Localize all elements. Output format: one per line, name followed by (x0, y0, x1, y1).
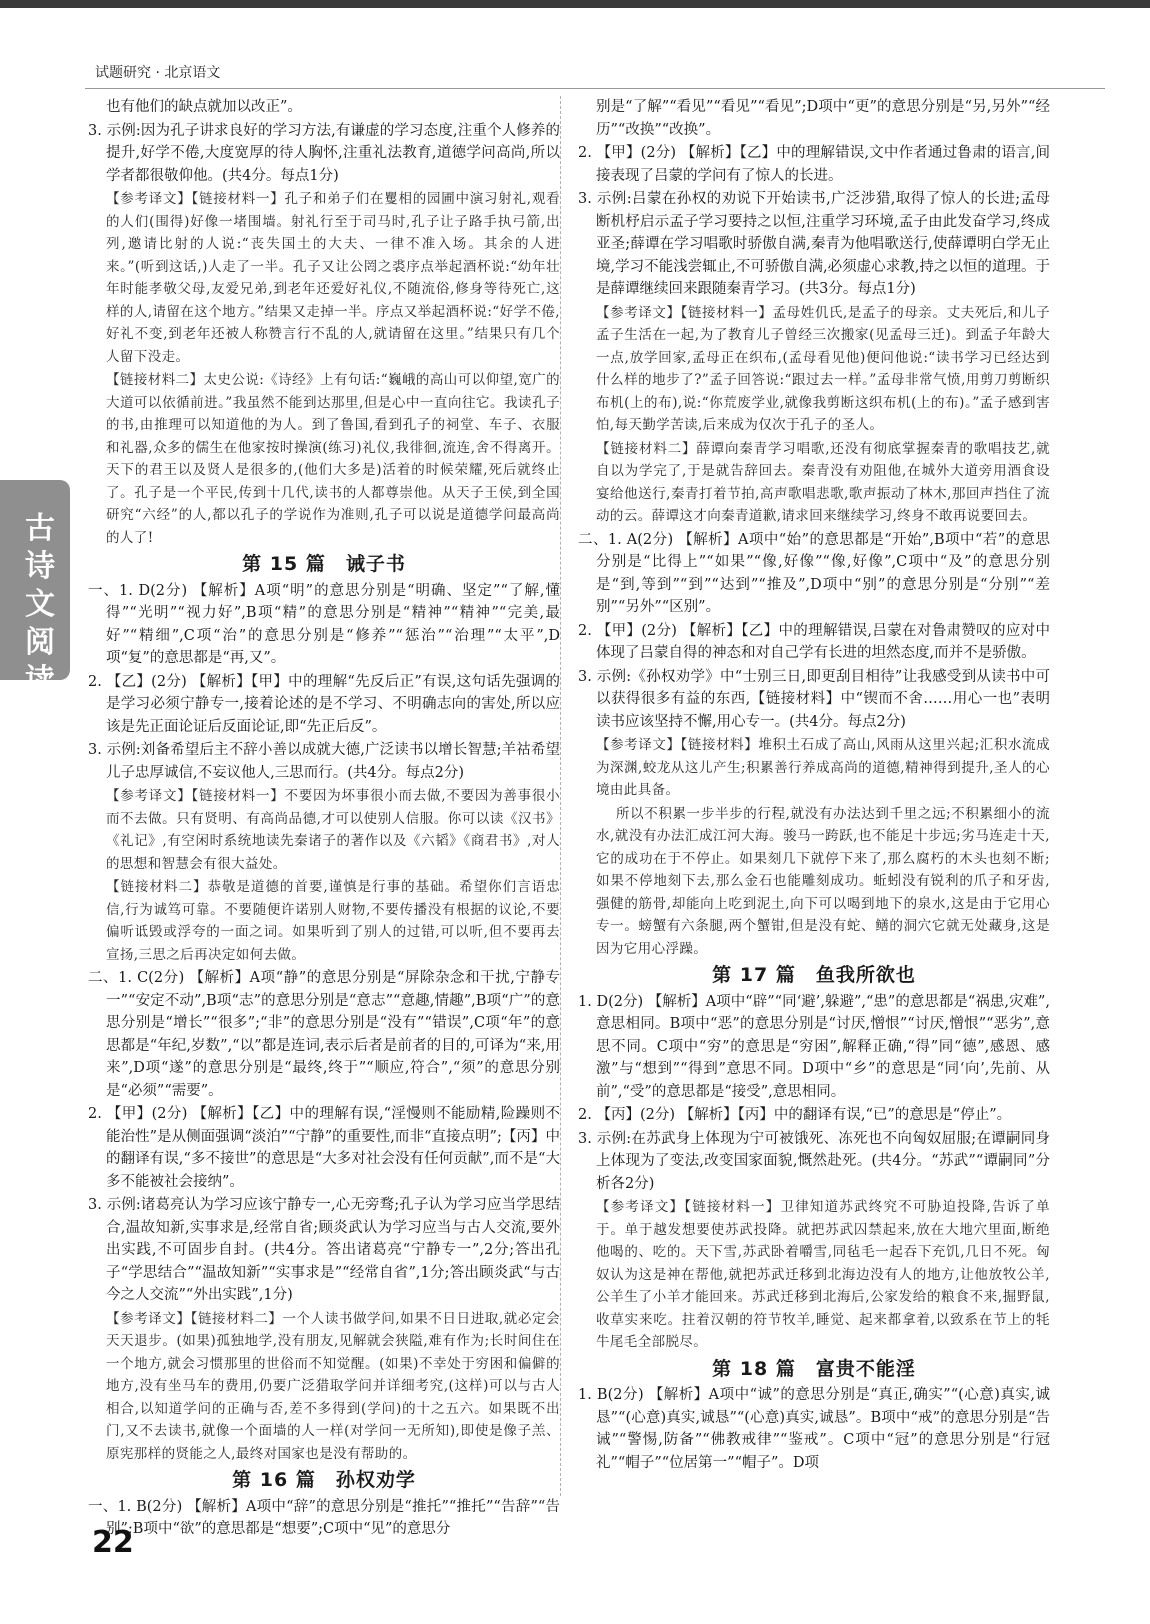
paragraph: 一、1. D(2分) 【解析】A项“明”的意思分别是“明确、坚定”“了解,懂得”“光明”“视力好”,B项“精”的意思分别是“精神”“精神”“完美,最好”“精细”,C项“治”的意思分别是“修养”“惩治”“治理”“太平”,D项“复”的意思都是“再,又”。 (88, 582, 560, 666)
paragraph: 3. 示例:在苏武身上体现为宁可被饿死、冻死也不向匈奴屈服;在谭嗣同身上体现为了变法,改变国家面貌,慨然赴死。(共4分。“苏武”“谭嗣同”分析各2分) (578, 1130, 1050, 1192)
header-rule (85, 88, 1105, 89)
section-title: 第 17 篇 鱼我所欲也 (712, 964, 916, 986)
section-title: 第 18 篇 富贵不能淫 (712, 1357, 916, 1380)
page-number: 22 (92, 1525, 134, 1560)
paragraph: 2. 【甲】(2分) 【解析】【乙】中的理解有误,“淫慢则不能励精,险躁则不能治性”是从侧面强调“淡泊”“宁静”的重要性,而非“直接点明”;【丙】中的翻译有误,“多不接世”的意思是“大多对社会没有任何贡献”,而不是“大多不能被社会接纳”。 (88, 1106, 560, 1190)
paragraph: 2. 【乙】(2分) 【解析】【甲】中的理解“先反后正”有误,这句话先强调的是学习必须宁静专一,接着论述的是不学习、不明确志向的害处,所以应该是先正面论证后反面论证,即“先正后反”。 (88, 673, 560, 735)
paragraph: 二、1. C(2分) 【解析】A项“静”的意思分别是“屏除杂念和干扰,宁静专一”“安定不动”,B项“志”的意思分别是“意志”“意趣,情趣”,B项“广”的意思分别是“增长”“很多”;“非”的意思分别是“没有”“错误”,C项“年”的意思都是“年纪,岁数”,“以”都是连词,表示后者是前者的目的,可译为“来,用来”,D项“遂”的意思分别是“最终,终于”“顺应,符合”,“须”的意思分别是“必须”“需要”。 (88, 970, 560, 1099)
paragraph: 二、1. A(2分) 【解析】A项中“始”的意思都是“开始”,B项中“若”的意思分别是“比得上”“如果”“像,好像”“像,好像”,C项中“及”的意思分别是“到,等到”“到”“达到”“推及”,D项中“别”的意思分别是“分别”“差别”“另外”“区别”。 (578, 531, 1050, 615)
paragraph: 【参考译文】【链接材料一】孟母姓仉氏,是孟子的母亲。丈夫死后,和儿子孟子生活在一起,为了教育儿子曾经三次搬家(见孟母三迁)。到孟子年龄大一点,放学回家,孟母正在织布,(孟母看见他)便问他说:“读书学习已经达到什么样的地步了?”孟子回答说:“跟过去一样。”孟母非常气愤,用剪刀剪断织布机(上的布),说:“你荒废学业,就像我剪断这织布机(上的布)。”孟子感到害怕,每天勤学苦读,后来成为仅次于孔子的圣人。 (596, 304, 1050, 433)
paragraph: 2. 【甲】(2分) 【解析】【乙】中的理解错误,文中作者通过鲁肃的语言,间接表现了吕蒙的学问有了惊人的长进。 (578, 145, 1050, 184)
paragraph: 【参考译文】【链接材料二】一个人读书做学问,如果不日日进取,就必定会天天退步。(如果)孤独地学,没有朋友,见解就会狭隘,难有作为;长时间住在一个地方,就会习惯那里的世俗而不知觉醒。(如果)不幸处于穷困和偏僻的地方,没有坐马车的费用,仍要广泛猎取学问并详细考究,(这样)可以与古人相合,以知道学问的正确与否,差不多得到(学问)的十之五六。如果既不出门,又不去读书,就像一个面墙的人一样(对学问一无所知),即使是像子羔、原宪那样的贤能之人,最终对国家也是没有帮助的。 (106, 1310, 560, 1462)
section-title: 第 16 篇 孙权劝学 (232, 1469, 416, 1491)
column-divider (560, 96, 561, 1496)
paragraph: 1. D(2分) 【解析】A项中“辟”“同‘避’,躲避”,“患”的意思都是“祸患,灾难”,意思相同。B项中“恶”的意思分别是“讨厌,憎恨”“讨厌,憎恨”“恶劣”,意思不同。C项中“穷”的意思是“穷困”,解释正确,“得”同“德”,感恩、感激”与“想到”“得到”意思不同。D项中“乡”的意思是“同‘向’,先前、从前”,“受”的意思都是“接受”,意思相同。 (578, 993, 1050, 1100)
paragraph: 3. 示例:刘备希望后主不辞小善以成就大德,广泛读书以增长智慧;羊祜希望儿子忠厚诚信,不妄议他人,三思而行。(共4分。每点2分) (88, 742, 560, 781)
paragraph: 3. 示例:因为孔子讲求良好的学习方法,有谦虚的学习态度,注重个人修养的提升,好学不倦,大度宽厚的待人胸怀,注重礼法教育,道德学问高尚,所以学者都很敬仰他。(共4分。每点1分) (88, 122, 560, 184)
paragraph: 【链接材料二】恭敬是道德的首要,谨慎是行事的基础。希望你们言语忠信,行为诚笃可靠。不要随便许诺别人财物,不要传播没有根据的议论,不要偏听诋毁或浮夸的一面之词。如果听到了别人的过错,可以听,但不要再去宣扬,三思之后再决定如何去做。 (106, 879, 560, 963)
paragraph: 【参考译文】【链接材料一】不要因为坏事很小而去做,不要因为善事很小而不去做。只有贤明、有高尚品德,才可以使别人信服。你可以读《汉书》《礼记》,有空闲时系统地读先秦诸子的著作以及《六韬》《商君书》,对人的思想和智慧会有很大益处。 (106, 788, 560, 872)
paragraph: 1. B(2分) 【解析】A项中“诚”的意思分别是“真正,确实”“(心意)真实,诚恳”“(心意)真实,诚恳”“(心意)真实,诚恳”。B项中“戒”的意思分别是“告诫”“警惕,防备”“佛教戒律”“鉴戒”。C项中“冠”的意思分别是“行冠礼”“帽子”“位居第一”“帽子”。D项 (578, 1387, 1050, 1471)
paragraph: 【参考译文】【链接材料一】孔子和弟子们在矍相的园圃中演习射礼,观看的人们(围得)好像一堵围墙。射礼行至于司马时,孔子让子路手执弓箭,出列,邀请比射的人说:“丧失国土的大夫、一律不准入场。其余的人进来。”(听到这话,)人走了一半。孔子又让公罔之裘序点举起酒杯说:“幼年壮年时能孝敬父母,友爱兄弟,到老年还爱好礼仪,不随流俗,修身等待死亡,这样的人,请留在这个地方。”结果又走掉一半。序点又举起酒杯说:“好学不倦,好礼不变,到老年还被人称赞言行不乱的人,就请留在这里。”结果只有几个人留下没走。 (106, 191, 560, 365)
paragraph: 【参考译文】【链接材料】堆积土石成了高山,风雨从这里兴起;汇积水流成为深渊,蛟龙从这儿产生;积累善行养成高尚的道德,精神得到提升,圣人的心境由此具备。 (596, 737, 1050, 798)
page-header: 试题研究 · 北京语文 (95, 65, 221, 81)
paragraph: 一、1. B(2分) 【解析】A项中“辞”的意思分别是“推托”“推托”“告辞”“告别”;B项中“欲”的意思都是“想要”;C项中“见”的意思分 (88, 1498, 560, 1537)
paragraph: 2. 【丙】(2分) 【解析】【丙】中的翻译有误,“已”的意思是“停止”。 (578, 1107, 1012, 1123)
top-bar (0, 0, 1150, 8)
paragraph: 3. 示例:诸葛亮认为学习应该宁静专一,心无旁骛;孔子认为学习应当学思结合,温故知新,实事求是,经常自省;顾炎武认为学习应当与古人交流,要外出实践,不可固步自封。(共4分。答出诸葛亮“宁静专一”,2分;答出孔子“学思结合”“温故知新”“实事求是”“经常自省”,1分;答出顾炎武“与古今之人交流”“外出实践”,1分) (88, 1197, 560, 1303)
paragraph: 3. 示例:《孙权劝学》中“士别三日,即更刮目相待”让我感受到从读书中可以获得很多有益的东西,【链接材料】中“锲而不舍……用心一也”表明读书应该坚持不懈,用心专一。(共4分。每点2分) (578, 668, 1050, 730)
paragraph: 也有他们的缺点就加以改正”。 (106, 99, 302, 115)
left-column (88, 96, 560, 1542)
paragraph: 3. 示例:吕蒙在孙权的劝说下开始读书,广泛涉猎,取得了惊人的长进;孟母断机杼启示孟子学习要持之以恒,注重学习环境,孟子由此发奋学习,终成亚圣;薛谭在学习唱歌时骄傲自满,秦青为他唱歌送行,使薛谭明白学无止境,学习不能浅尝辄止,不可骄傲自满,必须虚心求教,持之以恒的道理。于是薛谭继续回来跟随秦青学习。(共3分。每点1分) (578, 191, 1050, 297)
paragraph: 【链接材料二】薛谭向秦青学习唱歌,还没有彻底掌握秦青的歌唱技艺,就自以为学完了,于是就告辞回去。秦青没有劝阻他,在城外大道旁用酒食设宴给他送行,秦青打着节拍,高声歌唱悲歌,歌声振动了林木,那回声挡住了流动的云。薛谭这才向秦青道歉,请求回来继续学习,终身不敢再说要回去。 (596, 440, 1050, 524)
paragraph: 别是“了解”“看见”“看见”“看见”;D项中“更”的意思分别是“另,另外”“经历”“改换”“改换”。 (596, 99, 1050, 138)
right-column (578, 96, 1050, 1475)
paragraph: 【参考译文】【链接材料一】卫律知道苏武终究不可胁迫投降,告诉了单于。单于越发想要使苏武投降。就把苏武囚禁起来,放在大地穴里面,断绝他喝的、吃的。天下雪,苏武卧着嚼雪,同毡毛一起吞下充饥,几日不死。匈奴认为这是神在帮他,就把苏武迁移到北海边没有人的地方,让他放牧公羊,公羊生了小羊才能回来。苏武迁移到北海后,公家发给的粮食不来,掘野鼠,收草实来吃。拄着汉朝的符节牧羊,睡觉、起来都拿着,以致系在节上的牦牛尾毛全部脱尽。 (596, 1199, 1050, 1350)
paragraph: 【链接材料二】太史公说:《诗经》上有句话:“巍峨的高山可以仰望,宽广的大道可以依循前进。”我虽然不能到达那里,但是心中一直向往它。我读孔子的书,由推理可以知道他的为人。到了鲁国,看到孔子的祠堂、车子、衣服和礼器,众多的儒生在他家按时操演(练习)礼仪,我徘徊,流连,舍不得离开。天下的君王以及贤人是很多的,(他们大多是)活着的时候荣耀,死后就终止了。孔子是一个平民,传到十几代,读书的人都尊崇他。从天子王侯,到全国研究“六经”的人,都以孔子的学说作为准则,孔子可以说是道德学问最高尚的人了! (106, 372, 560, 546)
section-title: 第 15 篇 诫子书 (242, 553, 406, 575)
paragraph: 2. 【甲】(2分) 【解析】【乙】中的理解错误,吕蒙在对鲁肃赞叹的应对中体现了吕蒙自得的神态和对自己学有长进的坦然态度,而并不是骄傲。 (578, 622, 1050, 661)
side-tab-label: 古诗文阅读 (25, 511, 55, 698)
paragraph: 所以不积累一步半步的行程,就没有办法达到千里之远;不积累细小的流水,就没有办法汇成江河大海。骏马一跨跃,也不能足十步远;劣马连走十天,它的成功在于不停止。如果刻几下就停下来了,那么腐朽的木头也刻不断;如果不停地刻下去,那么金石也能雕刻成功。蚯蚓没有锐利的爪子和牙齿,强健的筋骨,却能向上吃到泥土,向下可以喝到地下的泉水,这是由于它用心专一。螃蟹有六条腿,两个蟹钳,但是没有蛇、鳝的洞穴它就无处藏身,这是因为它用心浮躁。 (596, 805, 1050, 957)
